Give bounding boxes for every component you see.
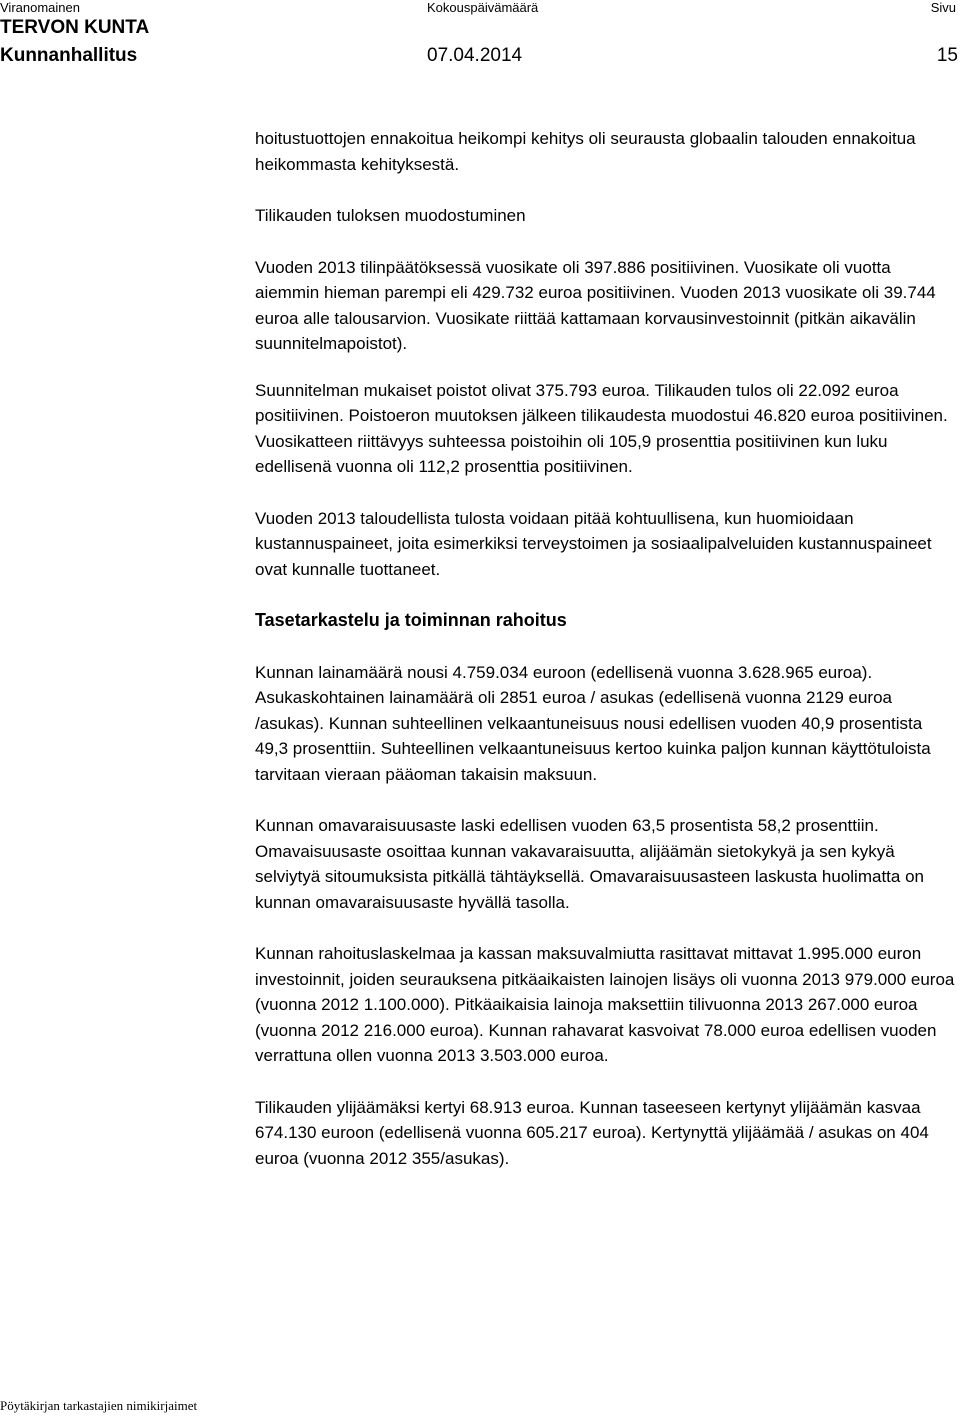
paragraph-assessment: Vuoden 2013 taloudellista tulosta voidaan pitää kohtuullisena, kun huomioidaan kustannuspaineet, joita esimerkiksi terveystoimen ja sosiaalipalveluiden kustannuspaineet ovat kunnalle tuottaneet. <box>255 508 932 579</box>
header-page-number: 15 <box>936 45 958 66</box>
header-body: Kunnanhallitus <box>0 45 138 66</box>
section-heading-balance: Tasetarkastelu ja toiminnan rahoitus <box>255 610 567 630</box>
paragraph-surplus: Tilikauden ylijäämäksi kertyi 68.913 euroa. Kunnan taseeseen kertynyt ylijäämän kasvaa 674.130 euroon (edellisenä vuonna 605.217 euroa). Kertynyttä ylijäämää / asukas on 404 euroa (vuonna 2012 355/asukas). <box>255 1097 929 1168</box>
header-date: 07.04.2014 <box>427 45 523 66</box>
paragraph-financing: Kunnan rahoituslaskelmaa ja kassan maksuvalmiutta rasittavat mittavat 1.995.000 euron investoinnit, joiden seurauksena pitkäaikaisten lainojen lisäys oli vuonna 2013 979.000 euroa (vuonna 2012 1.100.000). Pitkäaikaisia lainoja maksettiin tilivuonna 2013 267.000 euroa (vuonna 2012 216.000 euroa). Kunnan rahavarat kasvoivat 78.000 euroa edellisen vuoden verrattuna ollen vuonna 2013 3.503.000 euroa. <box>255 944 955 1065</box>
paragraph-depreciation: Suunnitelman mukaiset poistot olivat 375.793 euroa. Tilikauden tulos oli 22.092 euroa positiivinen. Poistoeron muutoksen jälkeen tilikaudesta muodostui 46.820 euroa positiivinen. Vuosikatteen riittävyys suhteessa poistoihin oli 105,9 prosenttia positiivinen kun luku edellisenä vuonna oli 112,2 prosenttia positiivinen. <box>255 380 948 476</box>
header-municipality: TERVON KUNTA <box>0 17 150 38</box>
paragraph-solvency: Kunnan omavaraisuusaste laski edellisen vuoden 63,5 prosentista 58,2 prosenttiin. Omavaisuusaste osoittaa kunnan vakavaraisuutta, alijäämän sietokykyä ja sen kykyä selviytyä sitoumuksista pitkällä tähtäyksellä. Omavaraisuusasteen laskusta huolimatta on kunnan omavaraisuusaste hyvällä tasolla. <box>255 816 924 912</box>
paragraph-loans: Kunnan lainamäärä nousi 4.759.034 euroon (edellisenä vuonna 3.628.965 euroa). Asukaskohtainen lainamäärä oli 2851 euroa / asukas (edellisenä vuonna 2129 euroa /asukas). Kunnan suhteellinen velkaantuneisuus nousi edellisen vuoden 40,9 prosentista 49,3 prosenttiin. Suhteellinen velkaantuneisuus kertoo kuinka paljon kunnan käyttötuloista tarvitaan vieraan pääoman takaisin maksuun. <box>255 662 931 784</box>
header-label-authority: Viranomainen <box>0 0 80 15</box>
footer-signatures: Pöytäkirjan tarkastajien nimikirjaimet <box>0 1398 198 1413</box>
paragraph-intro: hoitustuottojen ennakoitua heikompi kehitys oli seurausta globaalin talouden ennakoitua heikommasta kehityksestä. <box>255 129 916 174</box>
header-label-page: Sivu <box>930 0 956 15</box>
header-label-meeting-date: Kokouspäivämäärä <box>427 0 539 15</box>
document-body <box>255 126 957 1171</box>
section-heading-result: Tilikauden tuloksen muodostuminen <box>255 206 526 225</box>
paragraph-annual-margin: Vuoden 2013 tilinpäätöksessä vuosikate oli 397.886 positiivinen. Vuosikate oli vuotta aiemmin hieman parempi eli 429.732 euroa positiivinen. Vuoden 2013 vuosikate oli 39.744 euroa alle talousarvion. Vuosikate riittää kattamaan korvausinvestoinnit (pitkän aikavälin suunnitelmapoistot). <box>255 257 936 353</box>
